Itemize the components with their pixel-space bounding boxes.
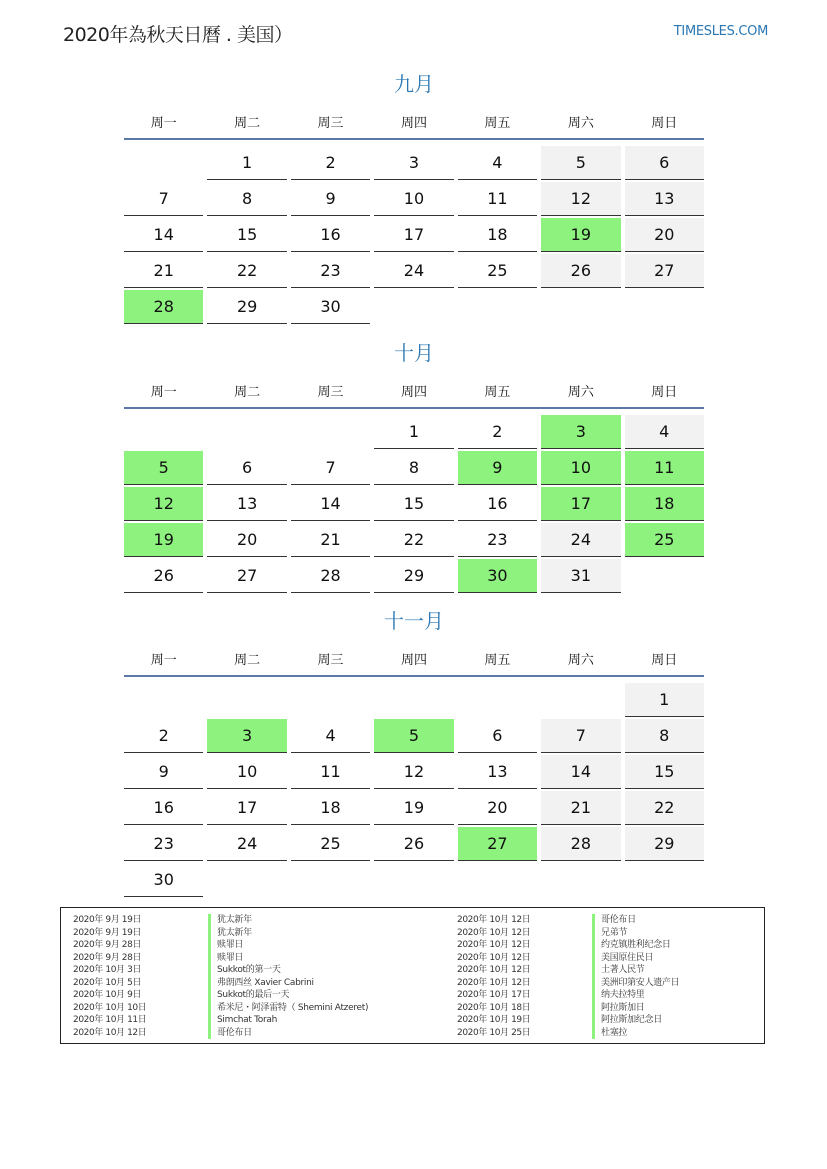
day-cell: 21 (541, 791, 620, 825)
empty-day-cell (124, 415, 203, 449)
day-cell: 30 (291, 290, 370, 324)
empty-day-cell (291, 415, 370, 449)
weekday-label: 周四 (400, 384, 427, 400)
empty-day-cell (207, 683, 286, 717)
holiday-day-cell: 9 (458, 451, 537, 485)
holiday-day-cell: 18 (625, 487, 704, 521)
day-grid (122, 415, 706, 595)
day-grid (122, 683, 706, 899)
holiday-name: 纳夫拉特里 (592, 989, 645, 1002)
weekday-header (122, 104, 706, 138)
holiday-day-cell: 30 (458, 559, 537, 593)
holiday-row (445, 1014, 679, 1027)
weekday-label: 周四 (400, 115, 427, 131)
day-cell: 28 (541, 827, 620, 861)
day-cell: 6 (458, 719, 537, 753)
day-cell: 14 (124, 218, 203, 252)
month-title: 十一月 (384, 609, 444, 633)
holiday-date: 2020年 9月 28日 (73, 940, 142, 950)
day-cell: 13 (625, 182, 704, 216)
day-cell: 7 (124, 182, 203, 216)
holiday-date: 2020年 10月 17日 (457, 990, 531, 1000)
day-cell: 21 (124, 254, 203, 288)
holiday-name: 兄弟节 (592, 927, 627, 940)
holiday-day-cell: 3 (207, 719, 286, 753)
holiday-row (61, 939, 368, 952)
holiday-row (445, 927, 679, 940)
empty-day-cell (124, 146, 203, 180)
day-cell: 11 (291, 755, 370, 789)
day-cell: 24 (374, 254, 453, 288)
day-cell: 5 (541, 146, 620, 180)
day-cell: 10 (374, 182, 453, 216)
holiday-date: 2020年 10月 12日 (457, 940, 531, 950)
weekday-label: 周一 (150, 115, 177, 131)
holiday-day-cell: 17 (541, 487, 620, 521)
holiday-name: 土著人民节 (592, 964, 645, 977)
month-rule (124, 407, 704, 409)
holiday-date: 2020年 9月 19日 (73, 915, 142, 925)
weekday-label: 周四 (400, 652, 427, 668)
holiday-name: 美洲印第安人遗产日 (592, 977, 679, 990)
day-cell: 8 (374, 451, 453, 485)
holiday-name: 犹太新年 (208, 927, 252, 940)
day-cell: 3 (374, 146, 453, 180)
holiday-date: 2020年 10月 11日 (73, 1015, 147, 1025)
empty-day-cell (374, 683, 453, 717)
day-cell: 11 (458, 182, 537, 216)
day-cell: 13 (207, 487, 286, 521)
holiday-date: 2020年 10月 12日 (457, 977, 531, 988)
day-cell: 9 (124, 755, 203, 789)
holiday-day-cell: 27 (458, 827, 537, 861)
weekday-label: 周三 (317, 652, 344, 668)
holiday-name: 哥伦布日 (592, 914, 636, 927)
day-cell: 22 (207, 254, 286, 288)
day-cell: 20 (458, 791, 537, 825)
holiday-row (61, 964, 368, 977)
holiday-name: 犹太新年 (208, 914, 252, 927)
day-cell: 7 (541, 719, 620, 753)
weekday-label: 周六 (567, 115, 594, 131)
day-cell: 6 (625, 146, 704, 180)
holiday-name: Sukkot的最后一天 (208, 989, 289, 1002)
day-cell: 2 (124, 719, 203, 753)
empty-day-cell (541, 683, 620, 717)
holiday-name: 赎罪日 (208, 952, 243, 965)
weekday-label: 周日 (651, 652, 678, 668)
holiday-row (61, 977, 368, 990)
day-cell: 27 (625, 254, 704, 288)
holiday-date: 2020年 10月 25日 (457, 1027, 531, 1038)
day-cell: 23 (124, 827, 203, 861)
day-cell: 25 (458, 254, 537, 288)
day-cell: 12 (541, 182, 620, 216)
day-cell: 21 (291, 523, 370, 557)
weekday-label: 周日 (651, 384, 678, 400)
holiday-row (445, 1002, 679, 1015)
day-cell: 31 (541, 559, 620, 593)
day-cell: 24 (207, 827, 286, 861)
site-link[interactable]: TIMESLES.COM (673, 24, 768, 39)
page-title: 2020年為秋天日曆 . 美国） (63, 24, 293, 46)
day-cell: 13 (458, 755, 537, 789)
holiday-row (61, 927, 368, 940)
day-cell: 14 (291, 487, 370, 521)
holiday-date: 2020年 10月 12日 (457, 965, 531, 975)
day-cell: 17 (207, 791, 286, 825)
holiday-date: 2020年 10月 10日 (73, 1002, 147, 1013)
weekday-label: 周三 (317, 384, 344, 400)
day-cell: 26 (124, 559, 203, 593)
day-cell: 22 (625, 791, 704, 825)
month-rule (124, 138, 704, 140)
holiday-name: Simchat Torah (208, 1014, 277, 1027)
weekday-label: 周五 (484, 384, 511, 400)
holiday-day-cell: 10 (541, 451, 620, 485)
day-cell: 1 (374, 415, 453, 449)
holiday-day-cell: 5 (124, 451, 203, 485)
holiday-name: 赎罪日 (208, 939, 243, 952)
day-cell: 16 (291, 218, 370, 252)
day-cell: 18 (291, 791, 370, 825)
holiday-date: 2020年 9月 28日 (73, 952, 142, 963)
day-cell: 29 (374, 559, 453, 593)
holiday-day-cell: 25 (625, 523, 704, 557)
day-cell: 16 (458, 487, 537, 521)
holiday-row (61, 1027, 368, 1040)
day-cell: 15 (625, 755, 704, 789)
holidays-column-right (445, 914, 679, 1039)
holiday-name: 弗朗西丝 Xavier Cabrini (208, 977, 314, 990)
holiday-day-cell: 12 (124, 487, 203, 521)
holiday-row (445, 989, 679, 1002)
holiday-date: 2020年 10月 5日 (73, 977, 142, 988)
day-cell: 1 (625, 683, 704, 717)
holiday-row (445, 952, 679, 965)
weekday-label: 周日 (651, 115, 678, 131)
empty-day-cell (124, 683, 203, 717)
day-cell: 8 (207, 182, 286, 216)
holiday-row (445, 939, 679, 952)
weekday-label: 周五 (484, 115, 511, 131)
day-cell: 30 (124, 863, 203, 897)
holiday-date: 2020年 10月 12日 (457, 927, 531, 938)
holiday-name: 哥伦布日 (208, 1027, 252, 1040)
weekday-header (122, 373, 706, 407)
holiday-date: 2020年 10月 3日 (73, 965, 142, 975)
day-cell: 6 (207, 451, 286, 485)
holiday-name: 阿拉斯加日 (592, 1002, 645, 1015)
day-cell: 9 (291, 182, 370, 216)
day-cell: 10 (207, 755, 286, 789)
day-cell: 4 (625, 415, 704, 449)
holiday-row (61, 1014, 368, 1027)
holiday-day-cell: 19 (541, 218, 620, 252)
holiday-row (445, 1027, 679, 1040)
day-cell: 29 (207, 290, 286, 324)
day-cell: 14 (541, 755, 620, 789)
day-cell: 27 (207, 559, 286, 593)
empty-day-cell (458, 683, 537, 717)
day-cell: 4 (458, 146, 537, 180)
day-cell: 24 (541, 523, 620, 557)
holiday-name: 杜塞拉 (592, 1027, 627, 1040)
day-cell: 28 (291, 559, 370, 593)
day-cell: 29 (625, 827, 704, 861)
day-cell: 26 (541, 254, 620, 288)
holiday-name: 阿拉斯加纪念日 (592, 1014, 662, 1027)
holiday-name: 约克镇胜利纪念日 (592, 939, 671, 952)
holiday-row (445, 977, 679, 990)
weekday-label: 周二 (234, 384, 261, 400)
weekday-label: 周二 (234, 115, 261, 131)
holiday-date: 2020年 9月 19日 (73, 927, 142, 938)
day-cell: 26 (374, 827, 453, 861)
month-october (122, 339, 706, 595)
empty-day-cell (207, 415, 286, 449)
day-cell: 4 (291, 719, 370, 753)
day-cell: 22 (374, 523, 453, 557)
holiday-date: 2020年 10月 12日 (457, 915, 531, 925)
holiday-date: 2020年 10月 12日 (73, 1027, 147, 1038)
holiday-row (445, 964, 679, 977)
holiday-date: 2020年 10月 12日 (457, 952, 531, 963)
day-cell: 17 (374, 218, 453, 252)
holiday-date: 2020年 10月 19日 (457, 1015, 531, 1025)
holidays-list (60, 907, 765, 1044)
holiday-day-cell: 3 (541, 415, 620, 449)
day-cell: 20 (207, 523, 286, 557)
holiday-name: Sukkot的第一天 (208, 964, 281, 977)
day-cell: 7 (291, 451, 370, 485)
weekday-label: 周六 (567, 384, 594, 400)
month-rule (124, 675, 704, 677)
day-cell: 8 (625, 719, 704, 753)
month-title: 九月 (394, 72, 434, 96)
day-cell: 18 (458, 218, 537, 252)
holiday-day-cell: 5 (374, 719, 453, 753)
day-cell: 16 (124, 791, 203, 825)
holiday-row (61, 1002, 368, 1015)
empty-day-cell (291, 683, 370, 717)
day-cell: 15 (374, 487, 453, 521)
day-cell: 15 (207, 218, 286, 252)
holiday-row (61, 914, 368, 927)
day-cell: 19 (374, 791, 453, 825)
holiday-name: 美国原住民日 (592, 952, 653, 965)
day-cell: 23 (458, 523, 537, 557)
weekday-header (122, 641, 706, 675)
weekday-label: 周六 (567, 652, 594, 668)
weekday-label: 周一 (150, 652, 177, 668)
holidays-column-left (61, 914, 368, 1039)
day-cell: 1 (207, 146, 286, 180)
day-cell: 25 (291, 827, 370, 861)
holiday-day-cell: 28 (124, 290, 203, 324)
day-cell: 12 (374, 755, 453, 789)
weekday-label: 周五 (484, 652, 511, 668)
month-title: 十月 (394, 341, 434, 365)
day-cell: 23 (291, 254, 370, 288)
weekday-label: 周二 (234, 652, 261, 668)
holiday-row (445, 914, 679, 927)
month-november (122, 607, 706, 899)
day-cell: 2 (458, 415, 537, 449)
holiday-row (61, 989, 368, 1002)
holiday-date: 2020年 10月 9日 (73, 990, 142, 1000)
holiday-day-cell: 19 (124, 523, 203, 557)
day-cell: 20 (625, 218, 704, 252)
holiday-name: 希米尼・阿泽雷特（ Shemini Atzeret) (208, 1002, 368, 1015)
day-cell: 2 (291, 146, 370, 180)
weekday-label: 周三 (317, 115, 344, 131)
weekday-label: 周一 (150, 384, 177, 400)
day-grid (122, 146, 706, 326)
month-september (122, 70, 706, 326)
holiday-date: 2020年 10月 18日 (457, 1002, 531, 1013)
holiday-day-cell: 11 (625, 451, 704, 485)
holiday-row (61, 952, 368, 965)
